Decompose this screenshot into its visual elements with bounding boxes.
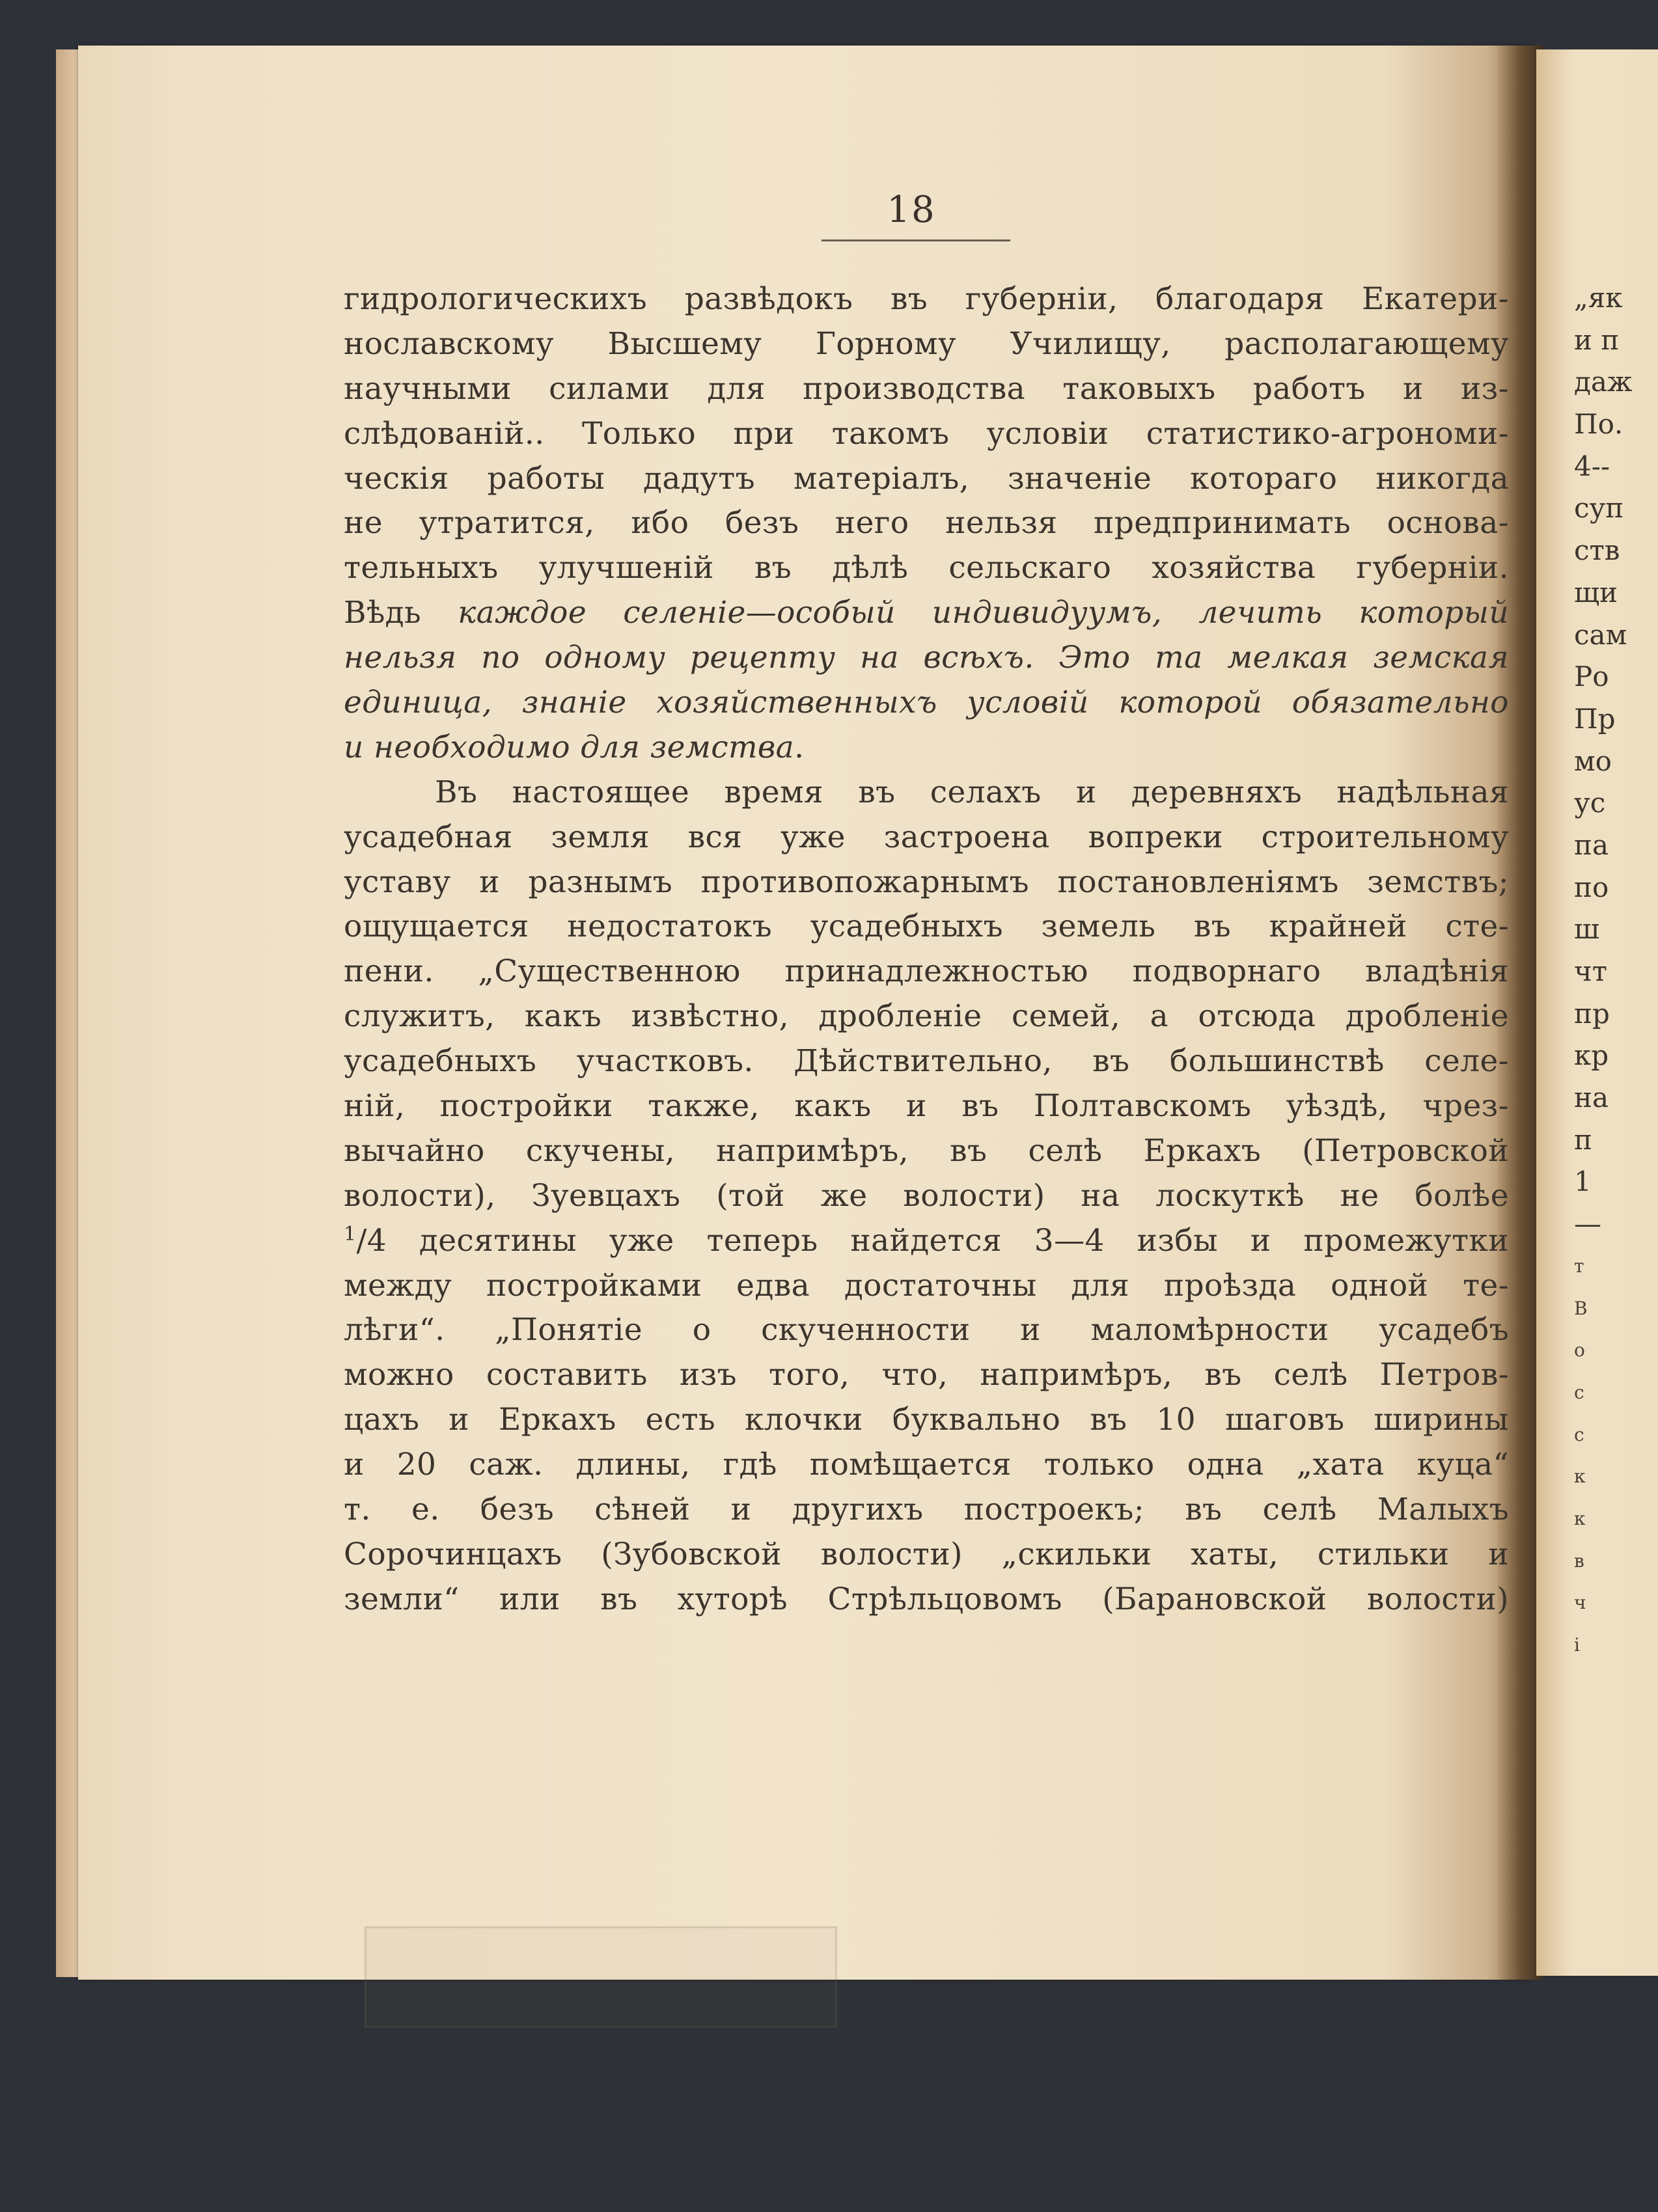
text-line: [344, 1308, 1509, 1353]
text-line: [344, 1219, 1509, 1264]
text-line: [344, 860, 1509, 905]
text-line: [344, 1129, 1509, 1174]
facing-text-fragment: пр: [1574, 997, 1610, 1030]
text-line: [344, 1174, 1509, 1219]
facing-text-fragment: к: [1574, 1507, 1586, 1529]
text-line: [344, 726, 1509, 771]
text-run: не утратится, ибо безъ него нельзя предпринимать основа-: [344, 505, 1509, 541]
text-run: пени. „Существенною принадлежностью подворнаго владѣнія: [344, 953, 1509, 990]
facing-text-fragment: кр: [1574, 1039, 1609, 1072]
facing-text-fragment: на: [1574, 1082, 1609, 1114]
page-number-rule: [822, 239, 1010, 241]
text-run: ощущается недостатокъ усадебныхъ земель въ крайней сте-: [344, 908, 1509, 945]
facing-text-fragment: ус: [1574, 787, 1606, 819]
facing-text-fragment: в: [1574, 1550, 1584, 1572]
text-line: [344, 412, 1509, 457]
text-run: Вѣдь: [344, 595, 458, 631]
text-run: цахъ и Еркахъ есть клочки буквально въ 10 шаговъ ширины: [344, 1402, 1509, 1438]
italic-text: единица, знаніе хозяйственныхъ условій которой обязательно: [344, 685, 1509, 721]
italic-text: нельзя по одному рецепту на всѣхъ. Это та мелкая земская: [344, 640, 1509, 676]
text-run: можно составить изъ того, что, напримѣръ, въ селѣ Петров-: [344, 1357, 1509, 1393]
facing-text-fragment: к: [1574, 1466, 1586, 1488]
text-line: [344, 1577, 1509, 1622]
facing-text-fragment: суп: [1574, 492, 1624, 525]
page-number: 18: [887, 189, 936, 231]
facing-text-fragment: ств: [1574, 534, 1620, 567]
facing-text-fragment: и п: [1574, 323, 1620, 356]
text-run: вычайно скучены, напримѣръ, въ селѣ Еркахъ (Петровской: [344, 1132, 1509, 1169]
facing-text-fragment: па: [1574, 828, 1609, 861]
text-run: нославскому Высшему Горному Училищу, располагающему: [344, 325, 1509, 362]
facing-text-fragment: i: [1574, 1634, 1580, 1656]
facing-text-fragment: чт: [1574, 955, 1608, 987]
facing-text-fragment: В: [1574, 1297, 1588, 1319]
text-line: [344, 1264, 1509, 1309]
text-line: [344, 457, 1509, 502]
facing-text-fragment: 1: [1574, 1166, 1592, 1198]
italic-text: каждое селеніе—особый индивидуумъ, лечить который: [458, 595, 1509, 631]
text-line: [344, 501, 1509, 546]
text-run: и 20 саж. длины, гдѣ помѣщается только одна „хата куца“: [344, 1447, 1509, 1483]
text-line: [344, 1443, 1509, 1488]
facing-text-fragment: сам: [1574, 618, 1627, 651]
text-run: ній, постройки также, какъ и въ Полтавскомъ уѣздѣ, чрез-: [344, 1088, 1509, 1125]
text-line: [344, 949, 1509, 994]
text-line: [344, 1398, 1509, 1443]
text-run: тельныхъ улучшеній въ дѣлѣ сельскаго хозяйства губерніи.: [344, 550, 1509, 586]
facing-text-fragment: 4--: [1574, 450, 1610, 482]
text-line: [344, 277, 1509, 322]
facing-text-fragment: „як: [1574, 282, 1623, 314]
facing-text-fragment: ш: [1574, 913, 1600, 946]
text-run: научными силами для производства таковыхъ работъ и из-: [344, 370, 1509, 407]
text-line: [344, 905, 1509, 949]
text-line: [344, 1488, 1509, 1533]
text-run: уставу и разнымъ противопожарнымъ постановленіямъ земствъ;: [344, 864, 1509, 900]
text-line: [344, 771, 1509, 815]
text-line: [344, 1039, 1509, 1084]
text-line: [344, 1084, 1509, 1129]
italic-text: и необходимо для земства: [344, 729, 795, 765]
facing-text-fragment: —: [1574, 1208, 1601, 1240]
text-line: [344, 681, 1509, 726]
text-run: гидрологическихъ развѣдокъ въ губерніи, благодаря Екатери-: [344, 281, 1509, 317]
text-line: [344, 994, 1509, 1039]
facing-text-fragment: щи: [1574, 576, 1618, 608]
facing-text-fragment: По.: [1574, 408, 1623, 441]
text-run: земли“ или въ хуторѣ Стрѣльцовомъ (Барановской волости): [344, 1581, 1509, 1617]
text-line: [344, 546, 1509, 591]
text-line: [344, 1353, 1509, 1398]
facing-page-text: [1574, 277, 1658, 1667]
text-run: слѣдованій.. Только при такомъ условіи статистико-агрономи-: [344, 415, 1509, 452]
text-run: т. е. безъ сѣней и другихъ построекъ; въ селѣ Малыхъ: [344, 1492, 1509, 1528]
facing-text-fragment: с: [1574, 1423, 1584, 1445]
text-run: усадебная земля вся уже застроена вопреки строительному: [344, 819, 1509, 855]
text-run: ческія работы дадутъ матеріалъ, значеніе котораго никогда: [344, 460, 1509, 497]
facing-text-fragment: Пр: [1574, 702, 1616, 735]
facing-text-fragment: с: [1574, 1381, 1584, 1403]
body-text: [344, 277, 1509, 1622]
text-line: [344, 815, 1509, 860]
facing-text-fragment: Ро: [1574, 661, 1609, 693]
text-run: служитъ, какъ извѣстно, дробленіе семей, а отсюда дробленіе: [344, 998, 1509, 1035]
text-line: [344, 322, 1509, 367]
facing-text-fragment: т: [1574, 1255, 1584, 1277]
text-run: усадебныхъ участковъ. Дѣйствительно, въ большинствѣ селе-: [344, 1043, 1509, 1080]
text-run: между постройками едва достаточны для проѣзда одной те-: [344, 1267, 1509, 1304]
fraction-numerator: 1: [344, 1222, 357, 1246]
text-run: лѣги“. „Понятіе о скученности и маломѣрности усадебъ: [344, 1312, 1509, 1348]
text-line: [344, 636, 1509, 681]
facing-text-fragment: о: [1574, 1339, 1585, 1361]
text-run: .: [794, 729, 805, 765]
facing-text-fragment: ч: [1574, 1592, 1586, 1614]
text-line: [344, 367, 1509, 412]
text-run: Сорочинцахъ (Зубовской волости) „скильки хаты, стильки и: [344, 1536, 1509, 1572]
text-line: [344, 1533, 1509, 1577]
facing-text-fragment: п: [1574, 1123, 1592, 1156]
facing-text-fragment: даж: [1574, 366, 1633, 398]
library-stamp-ghost: [365, 1926, 837, 2028]
text-run: Въ настоящее время въ селахъ и деревняхъ надѣльная: [435, 774, 1509, 810]
text-run: волости), Зуевцахъ (той же волости) на лоскуткѣ не болѣе: [344, 1177, 1509, 1214]
facing-text-fragment: по: [1574, 871, 1609, 903]
text-line: [344, 591, 1509, 636]
facing-text-fragment: мо: [1574, 744, 1612, 777]
text-run: /4 десятины уже теперь найдется 3—4 избы и промежутки: [356, 1222, 1509, 1259]
